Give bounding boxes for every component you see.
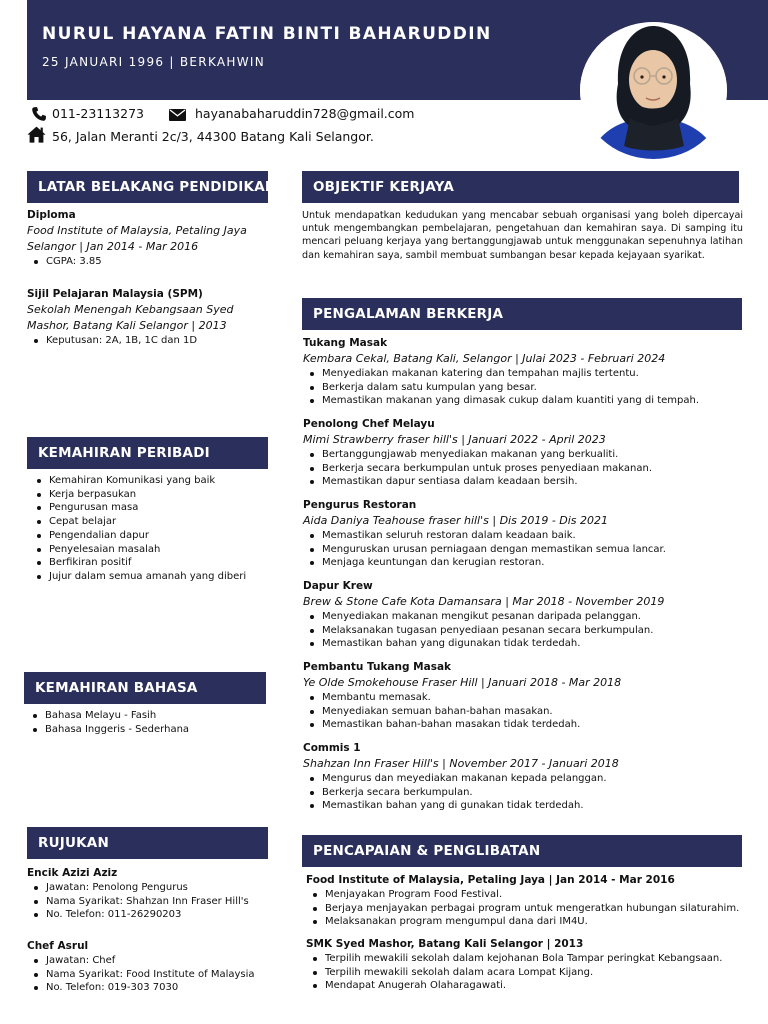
achievement-bullet: Terpilih mewakili sekolah dalam acara Lompat Kijang. xyxy=(306,966,746,980)
personal-skills-heading: KEMAHIRAN PERIBADI xyxy=(27,437,268,469)
experience-item xyxy=(303,660,743,732)
experience-heading: PENGALAMAN BERKERJA xyxy=(302,298,742,330)
experience-bullet: Menyediakan makanan katering dan tempahan majlis tertentu. xyxy=(303,367,743,381)
experience-item xyxy=(303,336,743,408)
experience-bullet: Berkerja dalam satu kumpulan yang besar. xyxy=(303,381,743,395)
experience-place: Shahzan Inn Fraser Hill's | November 2017 - Januari 2018 xyxy=(303,757,619,770)
experience-role: Dapur Krew xyxy=(303,580,373,592)
experience-role: Tukang Masak xyxy=(303,337,388,349)
reference-name: Chef Asrul xyxy=(27,940,89,952)
education-bullet: CGPA: 3.85 xyxy=(27,255,267,269)
reference-item xyxy=(27,939,267,995)
skill-item: Cepat belajar xyxy=(30,515,270,529)
education-school: Food Institute of Malaysia, Petaling Jaya xyxy=(27,224,247,237)
skill-item: Pengendalian dapur xyxy=(30,529,270,543)
home-address: 56, Jalan Meranti 2c/3, 44300 Batang Kali Selangor. xyxy=(52,129,374,144)
birthdate-status: 25 JANUARI 1996 | BERKAHWIN xyxy=(42,55,266,69)
experience-bullet: Memastikan makanan yang dimasak cukup dalam kuantiti yang di tempah. xyxy=(303,394,743,408)
education-item xyxy=(27,287,267,348)
education-title: Diploma xyxy=(27,209,76,221)
experience-bullet: Melaksanakan tugasan penyediaan pesanan secara berkumpulan. xyxy=(303,624,743,638)
achievement-item xyxy=(306,873,746,929)
experience-role: Pengurus Restoran xyxy=(303,499,417,511)
experience-bullet: Menyediakan makanan mengikut pesanan daripada pelanggan. xyxy=(303,610,743,624)
objective-text: Untuk mendapatkan kedudukan yang mencabar sebuah organisasi yang boleh dipercayai untuk mengembangkan pembelajaran, pengetahuan dan kemahiran saya. Di samping itu mencari peluang kerjaya yang bertanggungjawab untuk menggunakan sepenuhnya latihan dan kemahiran saya, sambil membuat sumbangan besar kepada kejayaan syarikat. xyxy=(302,210,743,261)
experience-bullet: Memastikan bahan-bahan masakan tidak terdedah. xyxy=(303,718,743,732)
reference-detail: Jawatan: Penolong Pengurus xyxy=(27,881,267,895)
personal-skills-list xyxy=(30,474,270,584)
experience-item xyxy=(303,498,743,570)
objective-heading: OBJEKTIF KERJAYA xyxy=(302,171,739,203)
experience-role: Commis 1 xyxy=(303,742,361,754)
language-skills-heading: KEMAHIRAN BAHASA xyxy=(24,672,266,704)
achievement-bullet: Berjaya menjayakan perbagai program untuk mengeratkan hubungan silaturahim. xyxy=(306,902,746,916)
language-item: Bahasa Melayu - Fasih xyxy=(26,709,266,723)
experience-bullet: Berkerja secara berkumpulan. xyxy=(303,786,743,800)
experience-place: Brew & Stone Cafe Kota Damansara | Mar 2018 - November 2019 xyxy=(303,595,665,608)
phone-number[interactable]: 011-23113273 xyxy=(52,106,144,121)
experience-bullet: Berkerja secara berkumpulan untuk proses penyediaan makanan. xyxy=(303,462,743,476)
education-location-date: Selangor | Jan 2014 - Mar 2016 xyxy=(27,240,199,253)
experience-place: Aida Daniya Teahouse fraser hill's | Dis 2019 - Dis 2021 xyxy=(303,514,609,527)
reference-detail: No. Telefon: 019-303 7030 xyxy=(27,981,267,995)
experience-bullet: Bertanggungjawab menyediakan makanan yang berkualiti. xyxy=(303,448,743,462)
phone-icon xyxy=(31,106,47,122)
language-skills-list xyxy=(26,709,266,736)
candidate-name: NURUL HAYANA FATIN BINTI BAHARUDDIN xyxy=(42,24,492,44)
experience-bullet: Memastikan dapur sentiasa dalam keadaan bersih. xyxy=(303,475,743,489)
skill-item: Penyelesaian masalah xyxy=(30,543,270,557)
experience-place: Mimi Strawberry fraser hill's | Januari 2022 - April 2023 xyxy=(303,433,606,446)
reference-detail: No. Telefon: 011-26290203 xyxy=(27,908,267,922)
education-item xyxy=(27,208,267,269)
achievement-title: SMK Syed Mashor, Batang Kali Selangor | 2013 xyxy=(306,938,584,950)
experience-role: Pembantu Tukang Masak xyxy=(303,661,452,673)
achievement-item xyxy=(306,937,746,993)
experience-bullet: Memastikan seluruh restoran dalam keadaan baik. xyxy=(303,529,743,543)
experience-bullet: Menguruskan urusan perniagaan dengan memastikan semua lancar. xyxy=(303,543,743,557)
skill-item: Kemahiran Komunikasi yang baik xyxy=(30,474,270,488)
email-address[interactable]: hayanabaharuddin728@gmail.com xyxy=(195,106,415,121)
education-heading: LATAR BELAKANG PENDIDIKAN xyxy=(27,171,268,203)
experience-place: Kembara Cekal, Batang Kali, Selangor | Julai 2023 - Februari 2024 xyxy=(303,352,666,365)
experience-role: Penolong Chef Melayu xyxy=(303,418,435,430)
achievement-bullet: Mendapat Anugerah Olaharagawati. xyxy=(306,979,746,993)
language-item: Bahasa Inggeris - Sederhana xyxy=(26,723,266,737)
home-icon xyxy=(27,126,46,143)
experience-item xyxy=(303,579,743,651)
skill-item: Jujur dalam semua amanah yang diberi xyxy=(30,570,270,584)
reference-detail: Nama Syarikat: Food Institute of Malaysia xyxy=(27,968,267,982)
education-title: Sijil Pelajaran Malaysia (SPM) xyxy=(27,288,203,300)
skill-item: Pengurusan masa xyxy=(30,501,270,515)
experience-bullet: Memastikan bahan yang di gunakan tidak terdedah. xyxy=(303,799,743,813)
reference-detail: Jawatan: Chef xyxy=(27,954,267,968)
education-school: Sekolah Menengah Kebangsaan Syed xyxy=(27,303,234,316)
achievement-title: Food Institute of Malaysia, Petaling Jaya | Jan 2014 - Mar 2016 xyxy=(306,874,675,886)
mail-icon xyxy=(169,109,186,121)
reference-name: Encik Azizi Aziz xyxy=(27,867,118,879)
education-location-date: Mashor, Batang Kali Selangor | 2013 xyxy=(27,319,227,332)
achievement-bullet: Terpilih mewakili sekolah dalam kejohanan Bola Tampar peringkat Kebangsaan. xyxy=(306,952,746,966)
experience-bullet: Menyediakan semuan bahan-bahan masakan. xyxy=(303,705,743,719)
achievement-bullet: Melaksanakan program mengumpul dana dari IM4U. xyxy=(306,915,746,929)
reference-detail: Nama Syarikat: Shahzan Inn Fraser Hill's xyxy=(27,895,267,909)
experience-bullet: Menjaga keuntungan dan kerugian restoran. xyxy=(303,556,743,570)
experience-bullet: Memastikan bahan yang digunakan tidak terdedah. xyxy=(303,637,743,651)
references-heading: RUJUKAN xyxy=(27,827,268,859)
achievement-bullet: Menjayakan Program Food Festival. xyxy=(306,888,746,902)
experience-place: Ye Olde Smokehouse Fraser Hill | Januari 2018 - Mar 2018 xyxy=(303,676,622,689)
experience-item xyxy=(303,741,743,813)
education-bullet: Keputusan: 2A, 1B, 1C dan 1D xyxy=(27,334,267,348)
experience-item xyxy=(303,417,743,489)
experience-bullet: Mengurus dan meyediakan makanan kepada pelanggan. xyxy=(303,772,743,786)
skill-item: Kerja berpasukan xyxy=(30,488,270,502)
achievements-heading: PENCAPAIAN & PENGLIBATAN xyxy=(302,835,742,867)
experience-bullet: Membantu memasak. xyxy=(303,691,743,705)
profile-photo xyxy=(580,22,727,159)
skill-item: Berfikiran positif xyxy=(30,556,270,570)
reference-item xyxy=(27,866,267,922)
